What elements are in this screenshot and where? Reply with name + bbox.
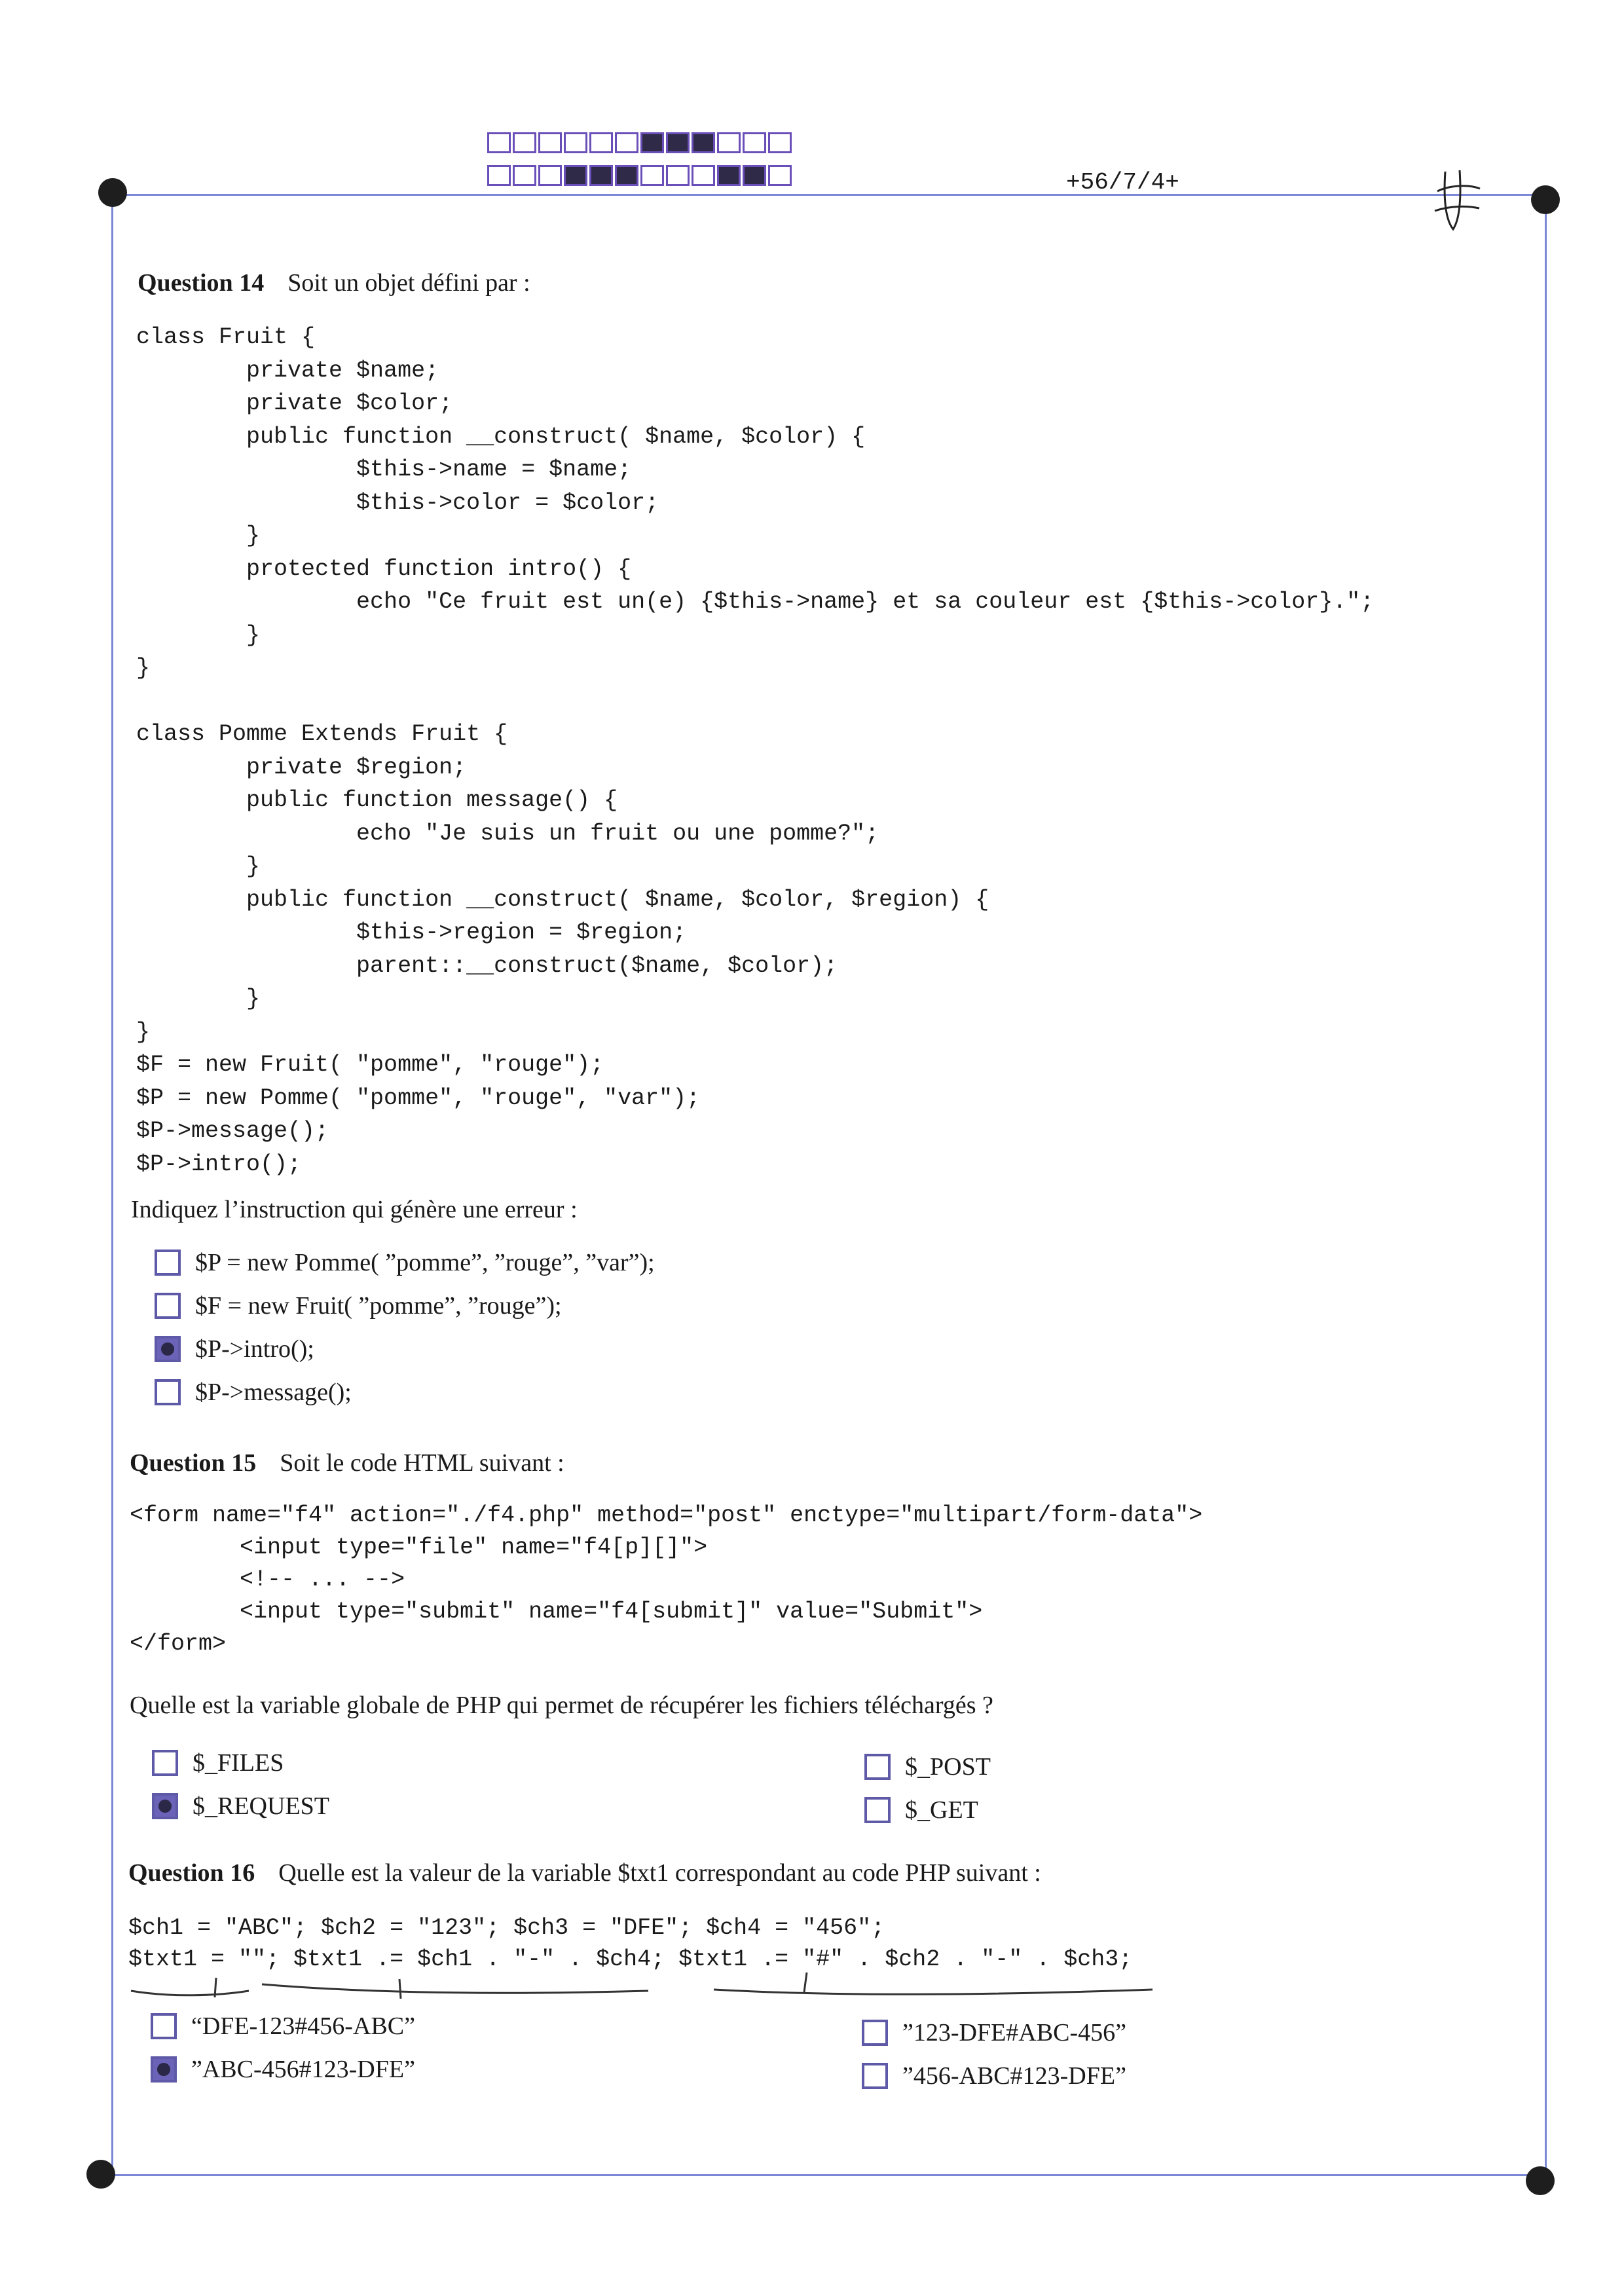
question-15-prompt: Quelle est la variable globale de PHP qui permet de récupérer les fichiers téléchargés ? xyxy=(130,1692,993,1719)
option-label: $_GET xyxy=(905,1796,978,1824)
barcode-cell xyxy=(717,132,741,153)
option-label: $P->intro(); xyxy=(195,1335,314,1363)
frame-bottom xyxy=(100,2174,1547,2176)
q16-option-1[interactable] xyxy=(151,2012,415,2041)
question-14-prompt: Indiquez l’instruction qui génère une erreur : xyxy=(131,1196,578,1223)
checkbox[interactable] xyxy=(155,1293,181,1319)
barcode-row-2 xyxy=(487,165,794,189)
question-15-code: <form name="f4" action="./f4.php" method="post" enctype="multipart/form-data"> <input type="file" name="f4[p][]"> <!-- ... --> <input type="submit" name="f4[submit]" value="Submit"> </form> xyxy=(130,1502,1203,1657)
barcode-cell xyxy=(717,165,741,186)
corner-marker-top-left xyxy=(98,178,127,207)
corner-marker-bottom-right xyxy=(1526,2166,1555,2195)
barcode-cell xyxy=(615,132,638,153)
barcode-cell xyxy=(589,132,613,153)
question-text: Soit le code HTML suivant : xyxy=(280,1449,564,1477)
barcode-cell xyxy=(615,165,638,186)
barcode-cell xyxy=(564,165,587,186)
q16-option-4[interactable] xyxy=(862,2062,1126,2090)
barcode-cell xyxy=(666,132,690,153)
barcode-cell xyxy=(564,132,587,153)
checkbox[interactable] xyxy=(155,1250,181,1276)
q16-option-2[interactable] xyxy=(151,2055,415,2084)
question-15-header xyxy=(130,1449,564,1477)
checkbox[interactable] xyxy=(155,1379,181,1405)
option-label: $P->message(); xyxy=(195,1379,352,1406)
checkbox[interactable] xyxy=(155,1336,181,1362)
barcode-cell xyxy=(538,165,562,186)
q15-option-post[interactable] xyxy=(864,1752,991,1781)
frame-right xyxy=(1545,194,1547,2185)
checkbox[interactable] xyxy=(151,2056,177,2083)
q14-option-1[interactable] xyxy=(155,1248,655,1277)
frame-top xyxy=(111,194,1545,196)
barcode-row-1 xyxy=(487,132,794,156)
barcode-cell xyxy=(589,165,613,186)
question-text: Quelle est la valeur de la variable $txt1 correspondant au code PHP suivant : xyxy=(278,1859,1041,1887)
option-label: ”456-ABC#123-DFE” xyxy=(902,2062,1126,2090)
checkbox[interactable] xyxy=(862,2020,888,2046)
barcode-cell xyxy=(743,165,766,186)
option-label: ”ABC-456#123-DFE” xyxy=(191,2056,415,2083)
corner-marker-bottom-left xyxy=(86,2160,115,2189)
barcode-cell xyxy=(538,132,562,153)
q15-option-get[interactable] xyxy=(864,1796,978,1824)
checkbox[interactable] xyxy=(152,1793,178,1819)
barcode-cell xyxy=(487,165,511,186)
option-label: $_FILES xyxy=(193,1749,284,1777)
barcode-cell xyxy=(513,132,536,153)
corner-marker-top-right xyxy=(1531,185,1560,214)
option-label: $_REQUEST xyxy=(193,1792,329,1820)
barcode-cell xyxy=(487,132,511,153)
barcode-cell xyxy=(513,165,536,186)
q14-option-3[interactable] xyxy=(155,1335,314,1363)
question-number: Question 16 xyxy=(128,1859,255,1887)
page-id: +56/7/4+ xyxy=(1066,169,1179,196)
checkbox[interactable] xyxy=(862,2063,888,2089)
barcode-cell xyxy=(692,132,715,153)
q14-option-4[interactable] xyxy=(155,1378,352,1407)
option-label: $F = new Fruit( ”pomme”, ”rouge”); xyxy=(195,1292,562,1320)
q15-option-request[interactable] xyxy=(152,1792,329,1821)
question-16-code: $ch1 = "ABC"; $ch2 = "123"; $ch3 = "DFE"; $ch4 = "456"; $txt1 = ""; $txt1 .= $ch1 . "-" . $ch4; $txt1 .= "#" . $ch2 . "-" . $ch3; xyxy=(128,1915,1133,1972)
question-14-header xyxy=(138,268,530,297)
handwritten-initials xyxy=(1431,165,1483,237)
barcode-cell xyxy=(640,132,664,153)
checkbox[interactable] xyxy=(151,2013,177,2039)
option-label: ”123-DFE#ABC-456” xyxy=(902,2019,1126,2046)
option-label: “DFE-123#456-ABC” xyxy=(191,2012,415,2040)
checkbox[interactable] xyxy=(864,1754,891,1780)
barcode-cell xyxy=(743,132,766,153)
option-label: $_POST xyxy=(905,1753,991,1781)
question-16-header xyxy=(128,1859,1041,1887)
checkbox[interactable] xyxy=(864,1797,891,1823)
barcode-cell xyxy=(666,165,690,186)
frame-left xyxy=(111,194,113,2179)
question-number: Question 15 xyxy=(130,1449,257,1477)
barcode-cell xyxy=(768,132,792,153)
question-text: Soit un objet défini par : xyxy=(287,269,530,297)
barcode-cell xyxy=(640,165,664,186)
q14-option-2[interactable] xyxy=(155,1291,562,1320)
q16-option-3[interactable] xyxy=(862,2018,1126,2047)
barcode-cell xyxy=(692,165,715,186)
barcode-cell xyxy=(768,165,792,186)
question-14-code: class Fruit { private $name; private $color; public function __construct( $name, $color) { $this->name = $name; $this->color = $color; } protected function intro() { echo "Ce fruit est un(e) {$this->name} et sa couleur est {$this->color}."; } } class Pomme Extends Fruit { private $region; public function message() { echo "Je suis un fruit ou une pomme?"; } public function __construct( $name, $color, $region) { $this->region = $region; parent::__construct($name, $color); } } $F = new Fruit( "pomme", "rouge"); $P = new Pomme( "pomme", "rouge", "var"); $P->message(); $P->intro(); xyxy=(136,324,1375,1177)
q15-option-files[interactable] xyxy=(152,1749,284,1777)
question-number: Question 14 xyxy=(138,269,265,297)
option-label: $P = new Pomme( ”pomme”, ”rouge”, ”var”); xyxy=(195,1249,655,1276)
checkbox[interactable] xyxy=(152,1750,178,1776)
